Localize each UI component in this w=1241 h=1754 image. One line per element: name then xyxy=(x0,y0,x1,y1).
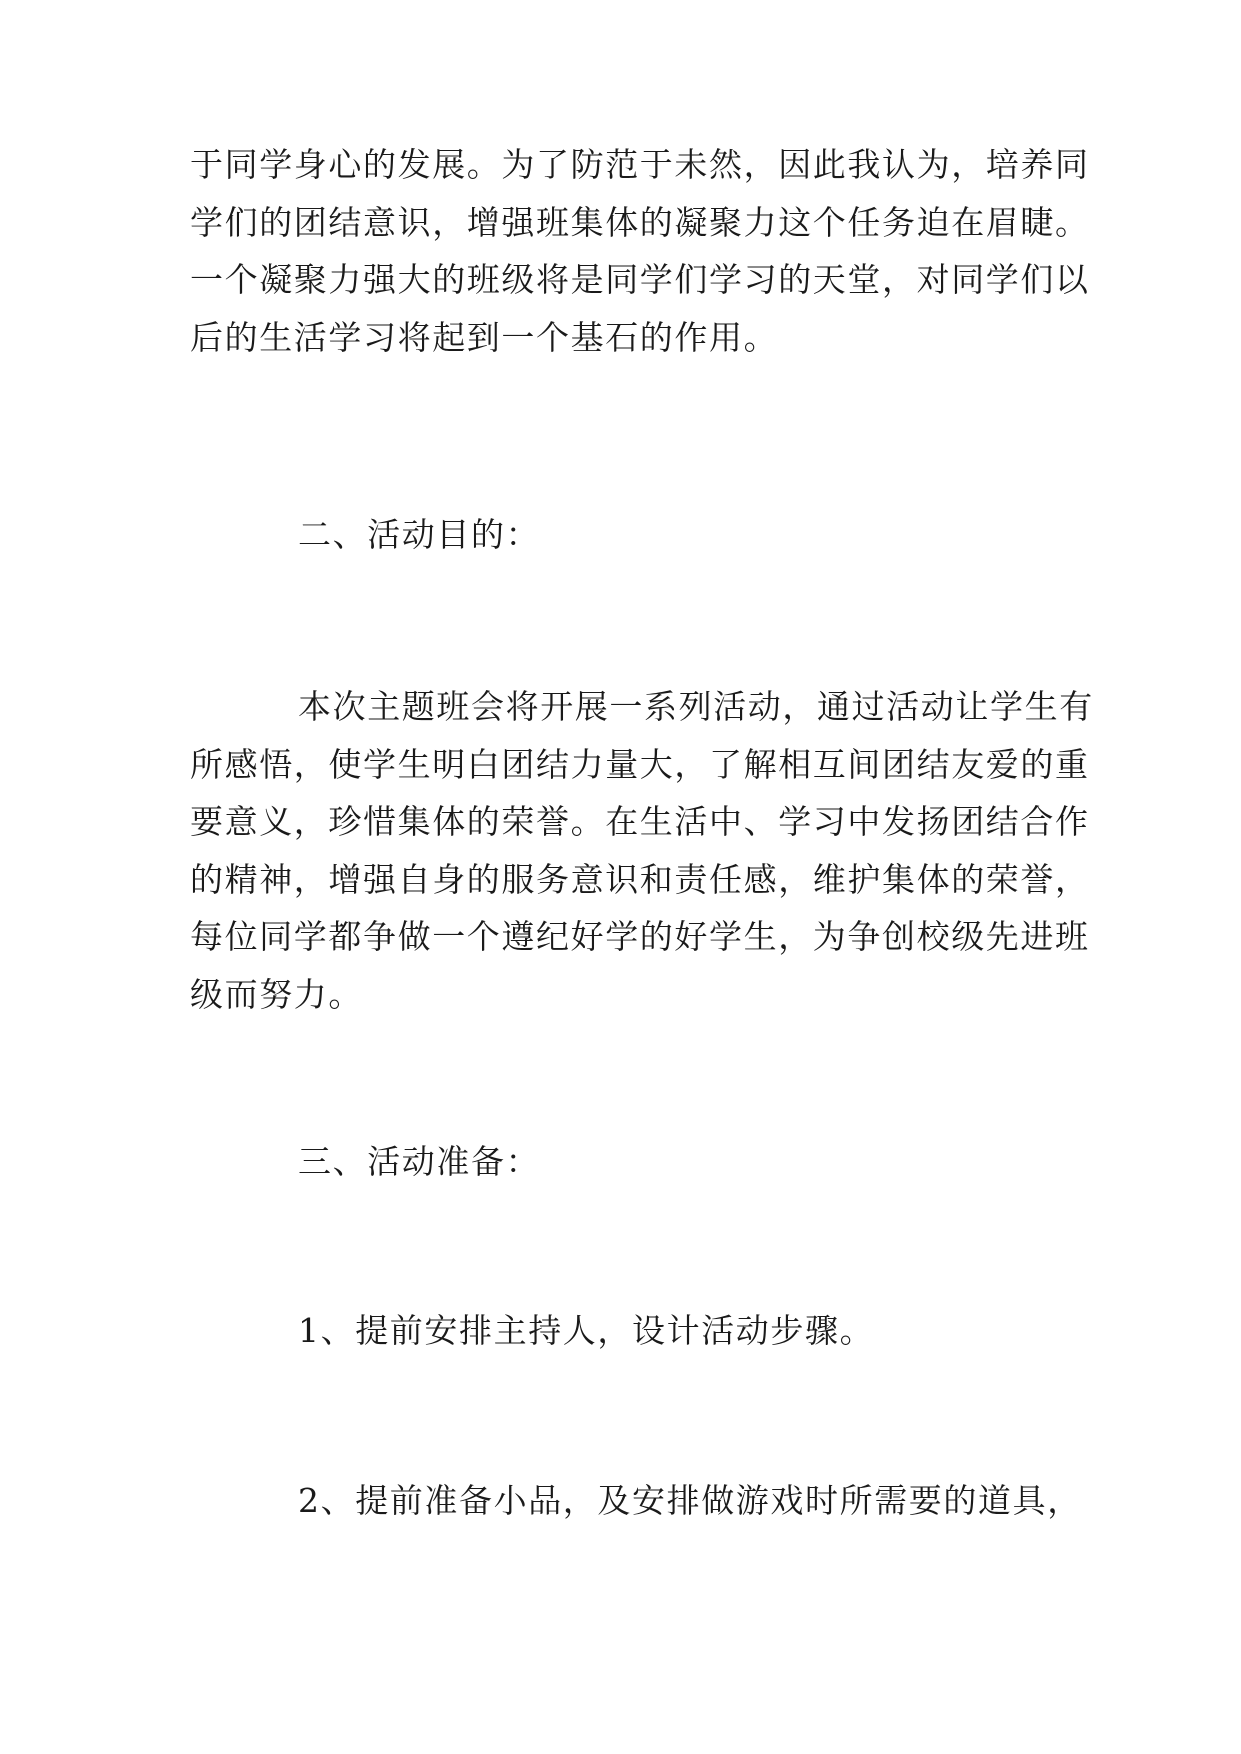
paragraph-purpose xyxy=(190,678,1094,1023)
paragraph-line: 一个凝聚力强大的班级将是同学们学习的天堂，对同学们以 xyxy=(190,260,1090,299)
paragraph-line: 学们的团结意识，增强班集体的凝聚力这个任务迫在眉睫。 xyxy=(190,202,1090,242)
section-heading-purpose xyxy=(190,506,1070,564)
paragraph-intro xyxy=(190,136,1090,366)
list-item-1 xyxy=(190,1302,1070,1360)
list-item-2 xyxy=(190,1472,1082,1530)
section-heading: 三、活动准备： xyxy=(298,1142,541,1181)
paragraph-line: 每位同学都争做一个遵纪好学的好学生，为争创校级先进班 xyxy=(190,917,1090,956)
list-item: 1、提前安排主持人，设计活动步骤。 xyxy=(298,1311,875,1350)
paragraph-line: 本次主题班会将开展一系列活动，通过活动让学生有 xyxy=(298,687,1094,726)
paragraph-line: 要意义，珍惜集体的荣誉。在生活中、学习中发扬团结合作 xyxy=(190,802,1090,841)
list-item: 2、提前准备小品，及安排做游戏时所需要的道具， xyxy=(298,1481,1082,1520)
paragraph-line: 所感悟，使学生明白团结力量大，了解相互间团结友爱的重 xyxy=(190,744,1090,784)
paragraph-line: 于同学身心的发展。为了防范于未然，因此我认为，培养同 xyxy=(190,145,1090,184)
section-heading: 二、活动目的： xyxy=(298,515,541,554)
section-heading-preparation xyxy=(190,1133,1070,1191)
paragraph-line: 级而努力。 xyxy=(190,974,363,1014)
paragraph-line: 的精神，增强自身的服务意识和责任感，维护集体的荣誉， xyxy=(190,859,1090,899)
paragraph-line: 后的生活学习将起到一个基石的作用。 xyxy=(190,317,779,357)
